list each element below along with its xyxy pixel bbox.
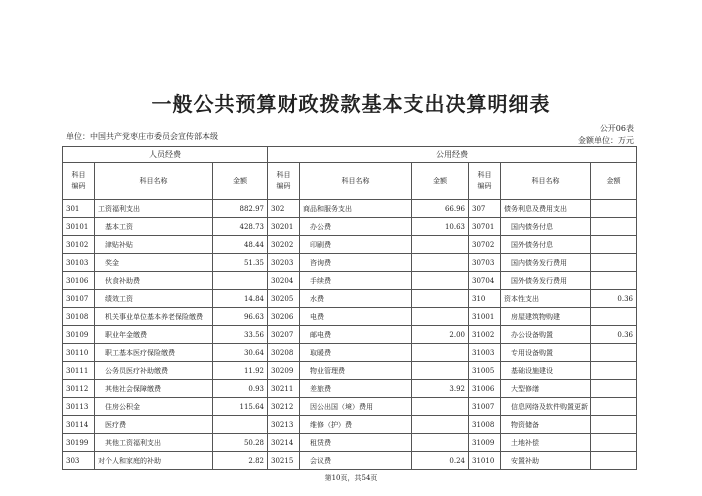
name-cell: 手续费: [300, 272, 412, 290]
column-header-code: 科目 编码: [63, 163, 95, 200]
code-cell: 310: [469, 290, 501, 308]
code-cell: 31001: [469, 308, 501, 326]
name-cell: 绩效工资: [95, 290, 213, 308]
code-cell: 30102: [63, 236, 95, 254]
amount-cell: [412, 434, 469, 452]
amount-cell: 0.36: [591, 290, 637, 308]
name-cell: 债务利息及费用支出: [501, 200, 591, 218]
code-cell: 30112: [63, 380, 95, 398]
name-cell: 职工基本医疗保险缴费: [95, 344, 213, 362]
name-cell: 物业管理费: [300, 362, 412, 380]
code-cell: 30202: [268, 236, 300, 254]
table-row: [63, 254, 637, 272]
name-cell: 国外债务付息: [501, 236, 591, 254]
column-header-name: 科目名称: [501, 163, 591, 200]
amount-cell: [591, 308, 637, 326]
amount-cell: 33.56: [213, 326, 268, 344]
code-cell: 302: [268, 200, 300, 218]
amount-cell: 115.64: [213, 398, 268, 416]
form-number: 公开06表: [599, 124, 634, 133]
column-header-amount: 金额: [213, 163, 268, 200]
column-header-name: 科目名称: [95, 163, 213, 200]
table-row: [63, 452, 637, 470]
name-cell: 其他社会保障缴费: [95, 380, 213, 398]
code-cell: 30207: [268, 326, 300, 344]
amount-cell: 428.73: [213, 218, 268, 236]
name-cell: 住房公积金: [95, 398, 213, 416]
name-cell: 职业年金缴费: [95, 326, 213, 344]
amount-cell: [591, 200, 637, 218]
amount-cell: 66.96: [412, 200, 469, 218]
amount-cell: [412, 272, 469, 290]
name-cell: 办公设备购置: [501, 326, 591, 344]
name-cell: 国内债务付息: [501, 218, 591, 236]
code-cell: 30101: [63, 218, 95, 236]
amount-cell: [412, 344, 469, 362]
name-cell: 租赁费: [300, 434, 412, 452]
table-row: [63, 218, 637, 236]
code-cell: 30103: [63, 254, 95, 272]
table-row: [63, 236, 637, 254]
amount-cell: [591, 362, 637, 380]
name-cell: 差旅费: [300, 380, 412, 398]
name-cell: 电费: [300, 308, 412, 326]
code-cell: 30111: [63, 362, 95, 380]
name-cell: 安置补助: [501, 452, 591, 470]
amount-cell: [591, 452, 637, 470]
name-cell: 物资储备: [501, 416, 591, 434]
code-cell: 30215: [268, 452, 300, 470]
amount-cell: [591, 380, 637, 398]
amount-cell: [412, 416, 469, 434]
amount-cell: [591, 254, 637, 272]
amount-cell: 30.64: [213, 344, 268, 362]
name-cell: 水费: [300, 290, 412, 308]
name-cell: 医疗费: [95, 416, 213, 434]
column-header-amount: 金额: [591, 163, 637, 200]
code-cell: 30214: [268, 434, 300, 452]
code-cell: 31007: [469, 398, 501, 416]
amount-cell: 882.97: [213, 200, 268, 218]
name-cell: 办公费: [300, 218, 412, 236]
page-footer: 第10页，共54页: [324, 474, 378, 482]
amount-cell: 10.63: [412, 218, 469, 236]
code-cell: 30704: [469, 272, 501, 290]
code-cell: 30213: [268, 416, 300, 434]
code-cell: 30113: [63, 398, 95, 416]
name-cell: 信息网络及软件购置更新: [501, 398, 591, 416]
table-row: [63, 272, 637, 290]
amount-unit-label: 金额单位：万元: [578, 136, 634, 145]
code-cell: 30204: [268, 272, 300, 290]
name-cell: 基础设施建设: [501, 362, 591, 380]
code-cell: 30209: [268, 362, 300, 380]
amount-cell: 0.24: [412, 452, 469, 470]
table-row: [63, 434, 637, 452]
column-header-name: 科目名称: [300, 163, 412, 200]
page-title: 一般公共预算财政拨款基本支出决算明细表: [151, 92, 551, 116]
code-cell: 30208: [268, 344, 300, 362]
amount-cell: [591, 236, 637, 254]
amount-cell: [412, 236, 469, 254]
code-cell: 30114: [63, 416, 95, 434]
name-cell: 邮电费: [300, 326, 412, 344]
expenditure-table: [62, 146, 637, 470]
table-row: [63, 416, 637, 434]
table-row: [63, 344, 637, 362]
code-cell: 30106: [63, 272, 95, 290]
amount-cell: [412, 254, 469, 272]
code-cell: 30108: [63, 308, 95, 326]
amount-cell: [591, 344, 637, 362]
column-header-code: 科目 编码: [469, 163, 501, 200]
amount-cell: 96.63: [213, 308, 268, 326]
name-cell: 公务员医疗补助缴费: [95, 362, 213, 380]
name-cell: 基本工资: [95, 218, 213, 236]
code-cell: 30203: [268, 254, 300, 272]
amount-cell: 0.93: [213, 380, 268, 398]
code-cell: 30110: [63, 344, 95, 362]
name-cell: 大型修缮: [501, 380, 591, 398]
name-cell: 土地补偿: [501, 434, 591, 452]
name-cell: 因公出国（境）费用: [300, 398, 412, 416]
amount-cell: 14.84: [213, 290, 268, 308]
code-cell: 30107: [63, 290, 95, 308]
code-cell: 30212: [268, 398, 300, 416]
table-row: [63, 398, 637, 416]
code-cell: 31003: [469, 344, 501, 362]
table-row: [63, 380, 637, 398]
code-cell: 30701: [469, 218, 501, 236]
name-cell: 津贴补贴: [95, 236, 213, 254]
code-cell: 31006: [469, 380, 501, 398]
amount-cell: [213, 416, 268, 434]
amount-cell: 50.28: [213, 434, 268, 452]
amount-cell: [412, 398, 469, 416]
amount-cell: 11.92: [213, 362, 268, 380]
amount-cell: [591, 434, 637, 452]
amount-cell: 2.00: [412, 326, 469, 344]
amount-cell: [591, 272, 637, 290]
name-cell: 国内债务发行费用: [501, 254, 591, 272]
amount-cell: [412, 308, 469, 326]
name-cell: 工资福利支出: [95, 200, 213, 218]
code-cell: 30205: [268, 290, 300, 308]
code-cell: 30702: [469, 236, 501, 254]
code-cell: 31010: [469, 452, 501, 470]
amount-cell: 3.92: [412, 380, 469, 398]
amount-cell: [213, 272, 268, 290]
code-cell: 30201: [268, 218, 300, 236]
name-cell: 其他工资福利支出: [95, 434, 213, 452]
code-cell: 30109: [63, 326, 95, 344]
code-cell: 30199: [63, 434, 95, 452]
amount-cell: 51.35: [213, 254, 268, 272]
name-cell: 奖金: [95, 254, 213, 272]
group-header-public: 公用经费: [268, 147, 637, 163]
table-row: [63, 362, 637, 380]
unit-label: 单位：中国共产党枣庄市委员会宣传部本级: [66, 132, 218, 141]
table-row: [63, 200, 637, 218]
code-cell: 30703: [469, 254, 501, 272]
table-row: [63, 326, 637, 344]
code-cell: 31002: [469, 326, 501, 344]
code-cell: 307: [469, 200, 501, 218]
code-cell: 30206: [268, 308, 300, 326]
name-cell: 国外债务发行费用: [501, 272, 591, 290]
code-cell: 301: [63, 200, 95, 218]
amount-cell: [412, 362, 469, 380]
code-cell: 31005: [469, 362, 501, 380]
name-cell: 机关事业单位基本养老保险缴费: [95, 308, 213, 326]
amount-cell: 2.82: [213, 452, 268, 470]
column-header-code: 科目 编码: [268, 163, 300, 200]
amount-cell: [591, 398, 637, 416]
name-cell: 维修（护）费: [300, 416, 412, 434]
column-header-amount: 金额: [412, 163, 469, 200]
name-cell: 取暖费: [300, 344, 412, 362]
amount-cell: 48.44: [213, 236, 268, 254]
name-cell: 对个人和家庭的补助: [95, 452, 213, 470]
group-header-personnel: 人员经费: [63, 147, 268, 163]
name-cell: 房屋建筑物购建: [501, 308, 591, 326]
name-cell: 商品和服务支出: [300, 200, 412, 218]
table-row: [63, 290, 637, 308]
name-cell: 资本性支出: [501, 290, 591, 308]
amount-cell: [412, 290, 469, 308]
name-cell: 伙食补助费: [95, 272, 213, 290]
name-cell: 会议费: [300, 452, 412, 470]
name-cell: 印刷费: [300, 236, 412, 254]
name-cell: 咨询费: [300, 254, 412, 272]
amount-cell: 0.36: [591, 326, 637, 344]
table-row: [63, 308, 637, 326]
code-cell: 31008: [469, 416, 501, 434]
amount-cell: [591, 218, 637, 236]
name-cell: 专用设备购置: [501, 344, 591, 362]
amount-cell: [591, 416, 637, 434]
code-cell: 303: [63, 452, 95, 470]
code-cell: 30211: [268, 380, 300, 398]
code-cell: 31009: [469, 434, 501, 452]
